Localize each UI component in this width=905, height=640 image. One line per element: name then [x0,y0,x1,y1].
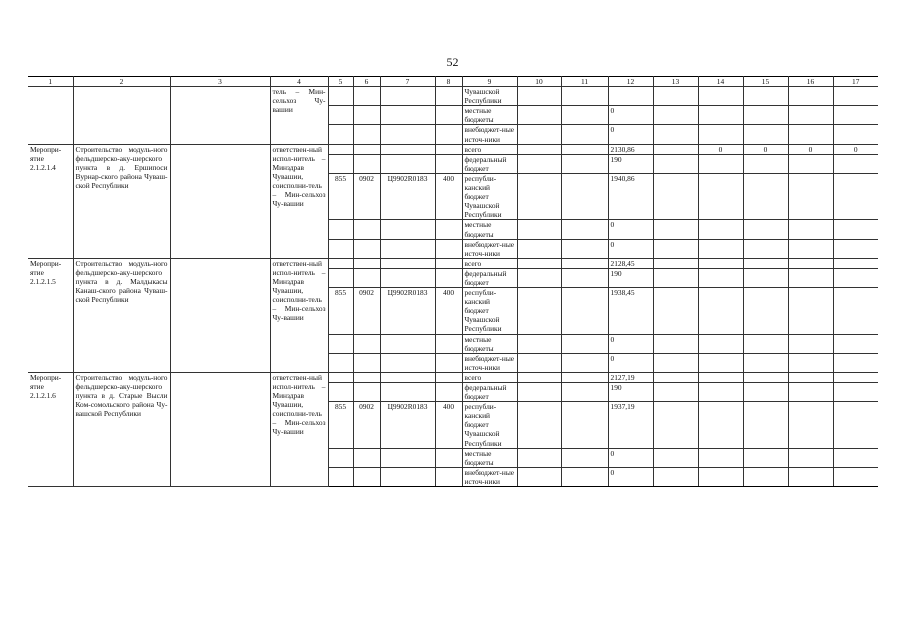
amount-cell: 0 [608,125,653,144]
empty-cell [517,87,561,106]
funding-source: республи-канский бюджет Чувашской Республики [462,402,517,448]
budget-code-cell [435,258,462,268]
budget-code-cell [353,448,380,467]
budget-code-cell [435,448,462,467]
year-amount-cell [743,268,788,287]
grbs-code: 855 [328,402,353,448]
empty-cell [517,258,561,268]
year-amount-cell [743,125,788,144]
col-num: 14 [698,77,743,87]
year-amount-cell [788,154,833,173]
budget-code-cell [353,239,380,258]
year-amount-cell [833,383,878,402]
year-amount-cell [788,106,833,125]
budget-code-cell [353,353,380,372]
budget-code-cell [328,106,353,125]
year-amount-cell [788,288,833,334]
year-amount-cell [743,106,788,125]
year-amount-cell: 0 [788,144,833,154]
column-numbers-row [28,77,878,87]
empty-cell [653,220,698,239]
funding-source: местные бюджеты [462,448,517,467]
funding-source: внебюджет-ные источ-ники [462,353,517,372]
col-num: 10 [517,77,561,87]
budget-code-cell [435,334,462,353]
year-amount-cell [698,87,743,106]
expense-type-code: 400 [435,288,462,334]
funding-source: местные бюджеты [462,334,517,353]
budget-code-cell [380,334,435,353]
year-amount-cell: 0 [833,144,878,154]
year-amount-cell [698,125,743,144]
empty-cell [561,383,608,402]
empty-cell [653,173,698,219]
amount-cell: 190 [608,268,653,287]
year-amount-cell [833,239,878,258]
budget-code-cell [353,87,380,106]
year-amount-cell [788,87,833,106]
budget-code-cell [353,467,380,486]
col-num: 3 [170,77,270,87]
empty-cell [653,154,698,173]
budget-code-cell [380,467,435,486]
year-amount-cell [788,383,833,402]
year-amount-cell [833,372,878,382]
budget-code-cell [328,467,353,486]
year-amount-cell [743,258,788,268]
measure-code: Меропри-ятие 2.1.2.1.5 [28,258,73,372]
col-num: 17 [833,77,878,87]
budget-code-cell [353,154,380,173]
empty-cell [517,467,561,486]
section-code: 0902 [353,288,380,334]
year-amount-cell [833,288,878,334]
year-amount-cell [698,334,743,353]
year-amount-cell [743,173,788,219]
budget-code-cell [380,87,435,106]
budget-code-cell [435,372,462,382]
budget-code-cell [435,87,462,106]
measure-executor: ответствен-ный испол-нитель – Минздрав Чувашии, соисполни-тель – Мин-сельхоз Чу-вашии [270,144,328,258]
year-amount-cell [788,239,833,258]
empty-cell [517,125,561,144]
executor-cell: тель – Мин-сельхоз Чу-вашии [270,87,328,145]
result-cell [170,87,270,145]
amount-cell: 2130,86 [608,144,653,154]
col-num: 16 [788,77,833,87]
empty-cell [517,372,561,382]
empty-cell [517,288,561,334]
funding-source: республи-канский бюджет Чувашской Республики [462,173,517,219]
empty-cell [561,467,608,486]
funding-source: внебюджет-ные источ-ники [462,467,517,486]
measure-code: Меропри-ятие 2.1.2.1.4 [28,144,73,258]
measure-code: Меропри-ятие 2.1.2.1.6 [28,372,73,486]
target-article-code: Ц9902R0183 [380,402,435,448]
amount-cell: 1937,19 [608,402,653,448]
amount-cell: 0 [608,239,653,258]
year-amount-cell [698,268,743,287]
year-amount-cell [833,258,878,268]
budget-code-cell [435,353,462,372]
budget-code-cell [353,220,380,239]
funding-source: внебюджет-ные источ-ники [462,239,517,258]
year-amount-cell [743,220,788,239]
year-amount-cell [698,353,743,372]
empty-cell [561,334,608,353]
budget-code-cell [353,125,380,144]
year-amount-cell [833,87,878,106]
empty-cell [561,353,608,372]
budget-code-cell [328,334,353,353]
budget-code-cell [380,239,435,258]
year-amount-cell [788,334,833,353]
page-number: 52 [446,55,459,69]
measure-name: Строительство модуль-ного фельдшерско-аку-шерского пункта в д. Малдыкасы Канаш-ского района Чуваш-ской Республики [73,258,170,372]
year-amount-cell [743,467,788,486]
year-amount-cell [788,258,833,268]
budget-code-cell [353,383,380,402]
budget-code-cell [328,268,353,287]
year-amount-cell: 0 [698,144,743,154]
budget-code-cell [435,106,462,125]
expense-type-code: 400 [435,173,462,219]
table-row [28,87,878,106]
empty-cell [561,173,608,219]
target-article-code: Ц9902R0183 [380,288,435,334]
year-amount-cell [698,402,743,448]
empty-cell [517,353,561,372]
budget-code-cell [328,87,353,106]
measure-executor: ответствен-ный испол-нитель – Минздрав Чувашии, соисполни-тель – Мин-сельхоз Чу-вашии [270,372,328,486]
measure-name: Строительство модуль-ного фельдшерско-аку-шерского пункта в д. Старые Высли Ком-сомольского района Чу-вашской Республики [73,372,170,486]
year-amount-cell [743,239,788,258]
funding-source: местные бюджеты [462,106,517,125]
year-amount-cell [698,220,743,239]
year-amount-cell [833,106,878,125]
year-amount-cell [788,173,833,219]
amount-cell: 2128,45 [608,258,653,268]
grbs-code: 855 [328,288,353,334]
budget-code-cell [353,372,380,382]
empty-cell [517,220,561,239]
year-amount-cell [698,467,743,486]
year-amount-cell [788,448,833,467]
budget-table [28,76,878,487]
budget-code-cell [353,268,380,287]
empty-cell [517,448,561,467]
empty-cell [653,239,698,258]
measure-name: Строительство модуль-ного фельдшерско-аку-шерского пункта в д. Ершипоси Вурнар-ского района Чуваш-ской Республики [73,144,170,258]
funding-source: федеральный бюджет [462,154,517,173]
year-amount-cell [833,125,878,144]
budget-code-cell [380,448,435,467]
grbs-code: 855 [328,173,353,219]
col-num: 11 [561,77,608,87]
col-num: 6 [353,77,380,87]
col-num: 8 [435,77,462,87]
funding-source: всего [462,258,517,268]
empty-cell [561,448,608,467]
empty-cell [517,383,561,402]
col-num: 9 [462,77,517,87]
section-code: 0902 [353,173,380,219]
empty-cell [653,448,698,467]
year-amount-cell [788,353,833,372]
year-amount-cell [698,258,743,268]
budget-code-cell [328,383,353,402]
year-amount-cell [833,467,878,486]
budget-code-cell [328,220,353,239]
amount-cell: 190 [608,154,653,173]
empty-cell [653,87,698,106]
year-amount-cell [743,383,788,402]
amount-cell: 0 [608,448,653,467]
year-amount-cell [833,402,878,448]
budget-code-cell [435,467,462,486]
col-num: 5 [328,77,353,87]
empty-cell [561,125,608,144]
year-amount-cell [833,173,878,219]
budget-code-cell [328,239,353,258]
amount-cell: 0 [608,334,653,353]
year-amount-cell [833,334,878,353]
empty-cell [561,268,608,287]
year-amount-cell [833,220,878,239]
year-amount-cell [788,268,833,287]
table-row [28,372,878,382]
year-amount-cell [788,467,833,486]
budget-code-cell [328,258,353,268]
year-amount-cell [698,383,743,402]
year-amount-cell [743,448,788,467]
budget-code-cell [435,220,462,239]
expense-type-code: 400 [435,402,462,448]
year-amount-cell [833,353,878,372]
year-amount-cell [698,106,743,125]
col-num: 7 [380,77,435,87]
empty-cell [653,258,698,268]
year-amount-cell [698,154,743,173]
year-amount-cell [788,402,833,448]
budget-code-cell [328,372,353,382]
year-amount-cell [743,154,788,173]
budget-code-cell [435,239,462,258]
empty-cell [517,144,561,154]
budget-code-cell [435,125,462,144]
budget-code-cell [353,334,380,353]
year-amount-cell [788,125,833,144]
empty-cell [561,87,608,106]
budget-code-cell [328,448,353,467]
budget-code-cell [380,106,435,125]
funding-source: Чувашской Республики [462,87,517,106]
amount-cell: 0 [608,353,653,372]
amount-cell [608,87,653,106]
col-num: 12 [608,77,653,87]
year-amount-cell: 0 [743,144,788,154]
amount-cell: 1940,86 [608,173,653,219]
empty-cell [653,106,698,125]
amount-cell: 0 [608,106,653,125]
empty-cell [517,334,561,353]
year-amount-cell [833,268,878,287]
year-amount-cell [743,402,788,448]
budget-code-cell [353,144,380,154]
budget-code-cell [328,144,353,154]
budget-code-cell [380,353,435,372]
empty-cell [561,106,608,125]
section-code: 0902 [353,402,380,448]
budget-code-cell [435,154,462,173]
year-amount-cell [743,87,788,106]
budget-code-cell [435,383,462,402]
year-amount-cell [788,372,833,382]
year-amount-cell [698,372,743,382]
code-cell [28,87,73,145]
amount-cell: 0 [608,467,653,486]
budget-code-cell [380,154,435,173]
funding-source: внебюджет-ные источ-ники [462,125,517,144]
empty-cell [561,402,608,448]
year-amount-cell [698,288,743,334]
budget-code-cell [380,268,435,287]
empty-cell [653,383,698,402]
amount-cell: 1938,45 [608,288,653,334]
result-cell [170,144,270,258]
col-num: 2 [73,77,170,87]
empty-cell [653,467,698,486]
budget-code-cell [435,268,462,287]
funding-source: местные бюджеты [462,220,517,239]
budget-code-cell [328,125,353,144]
budget-code-cell [380,258,435,268]
empty-cell [653,372,698,382]
target-article-code: Ц9902R0183 [380,173,435,219]
budget-code-cell [435,144,462,154]
result-cell [170,258,270,372]
funding-source: республи-канский бюджет Чувашской Республики [462,288,517,334]
empty-cell [561,239,608,258]
empty-cell [517,173,561,219]
empty-cell [561,154,608,173]
empty-cell [561,144,608,154]
empty-cell [517,106,561,125]
budget-code-cell [380,125,435,144]
empty-cell [517,402,561,448]
empty-cell [517,154,561,173]
empty-cell [653,144,698,154]
year-amount-cell [788,220,833,239]
measure-executor: ответствен-ный испол-нитель – Минздрав Чувашии, соисполни-тель – Мин-сельхоз Чу-вашии [270,258,328,372]
amount-cell: 190 [608,383,653,402]
empty-cell [517,268,561,287]
result-cell [170,372,270,486]
empty-cell [653,334,698,353]
empty-cell [517,239,561,258]
year-amount-cell [698,448,743,467]
year-amount-cell [743,372,788,382]
empty-cell [561,258,608,268]
col-num: 4 [270,77,328,87]
budget-code-cell [380,383,435,402]
col-num: 1 [28,77,73,87]
year-amount-cell [698,173,743,219]
budget-code-cell [328,353,353,372]
empty-cell [561,220,608,239]
empty-cell [653,288,698,334]
empty-cell [653,402,698,448]
budget-code-cell [380,372,435,382]
empty-cell [653,268,698,287]
empty-cell [561,372,608,382]
funding-source: федеральный бюджет [462,383,517,402]
name-cell [73,87,170,145]
year-amount-cell [833,154,878,173]
funding-source: всего [462,144,517,154]
funding-source: всего [462,372,517,382]
year-amount-cell [698,239,743,258]
budget-code-cell [328,154,353,173]
empty-cell [653,353,698,372]
funding-source: федеральный бюджет [462,268,517,287]
amount-cell: 2127,19 [608,372,653,382]
col-num: 13 [653,77,698,87]
empty-cell [653,125,698,144]
amount-cell: 0 [608,220,653,239]
col-num: 15 [743,77,788,87]
table-row [28,258,878,268]
year-amount-cell [743,353,788,372]
budget-code-cell [380,144,435,154]
table-row [28,144,878,154]
empty-cell [561,288,608,334]
year-amount-cell [743,334,788,353]
budget-code-cell [353,258,380,268]
year-amount-cell [833,448,878,467]
year-amount-cell [743,288,788,334]
budget-code-cell [353,106,380,125]
budget-code-cell [380,220,435,239]
